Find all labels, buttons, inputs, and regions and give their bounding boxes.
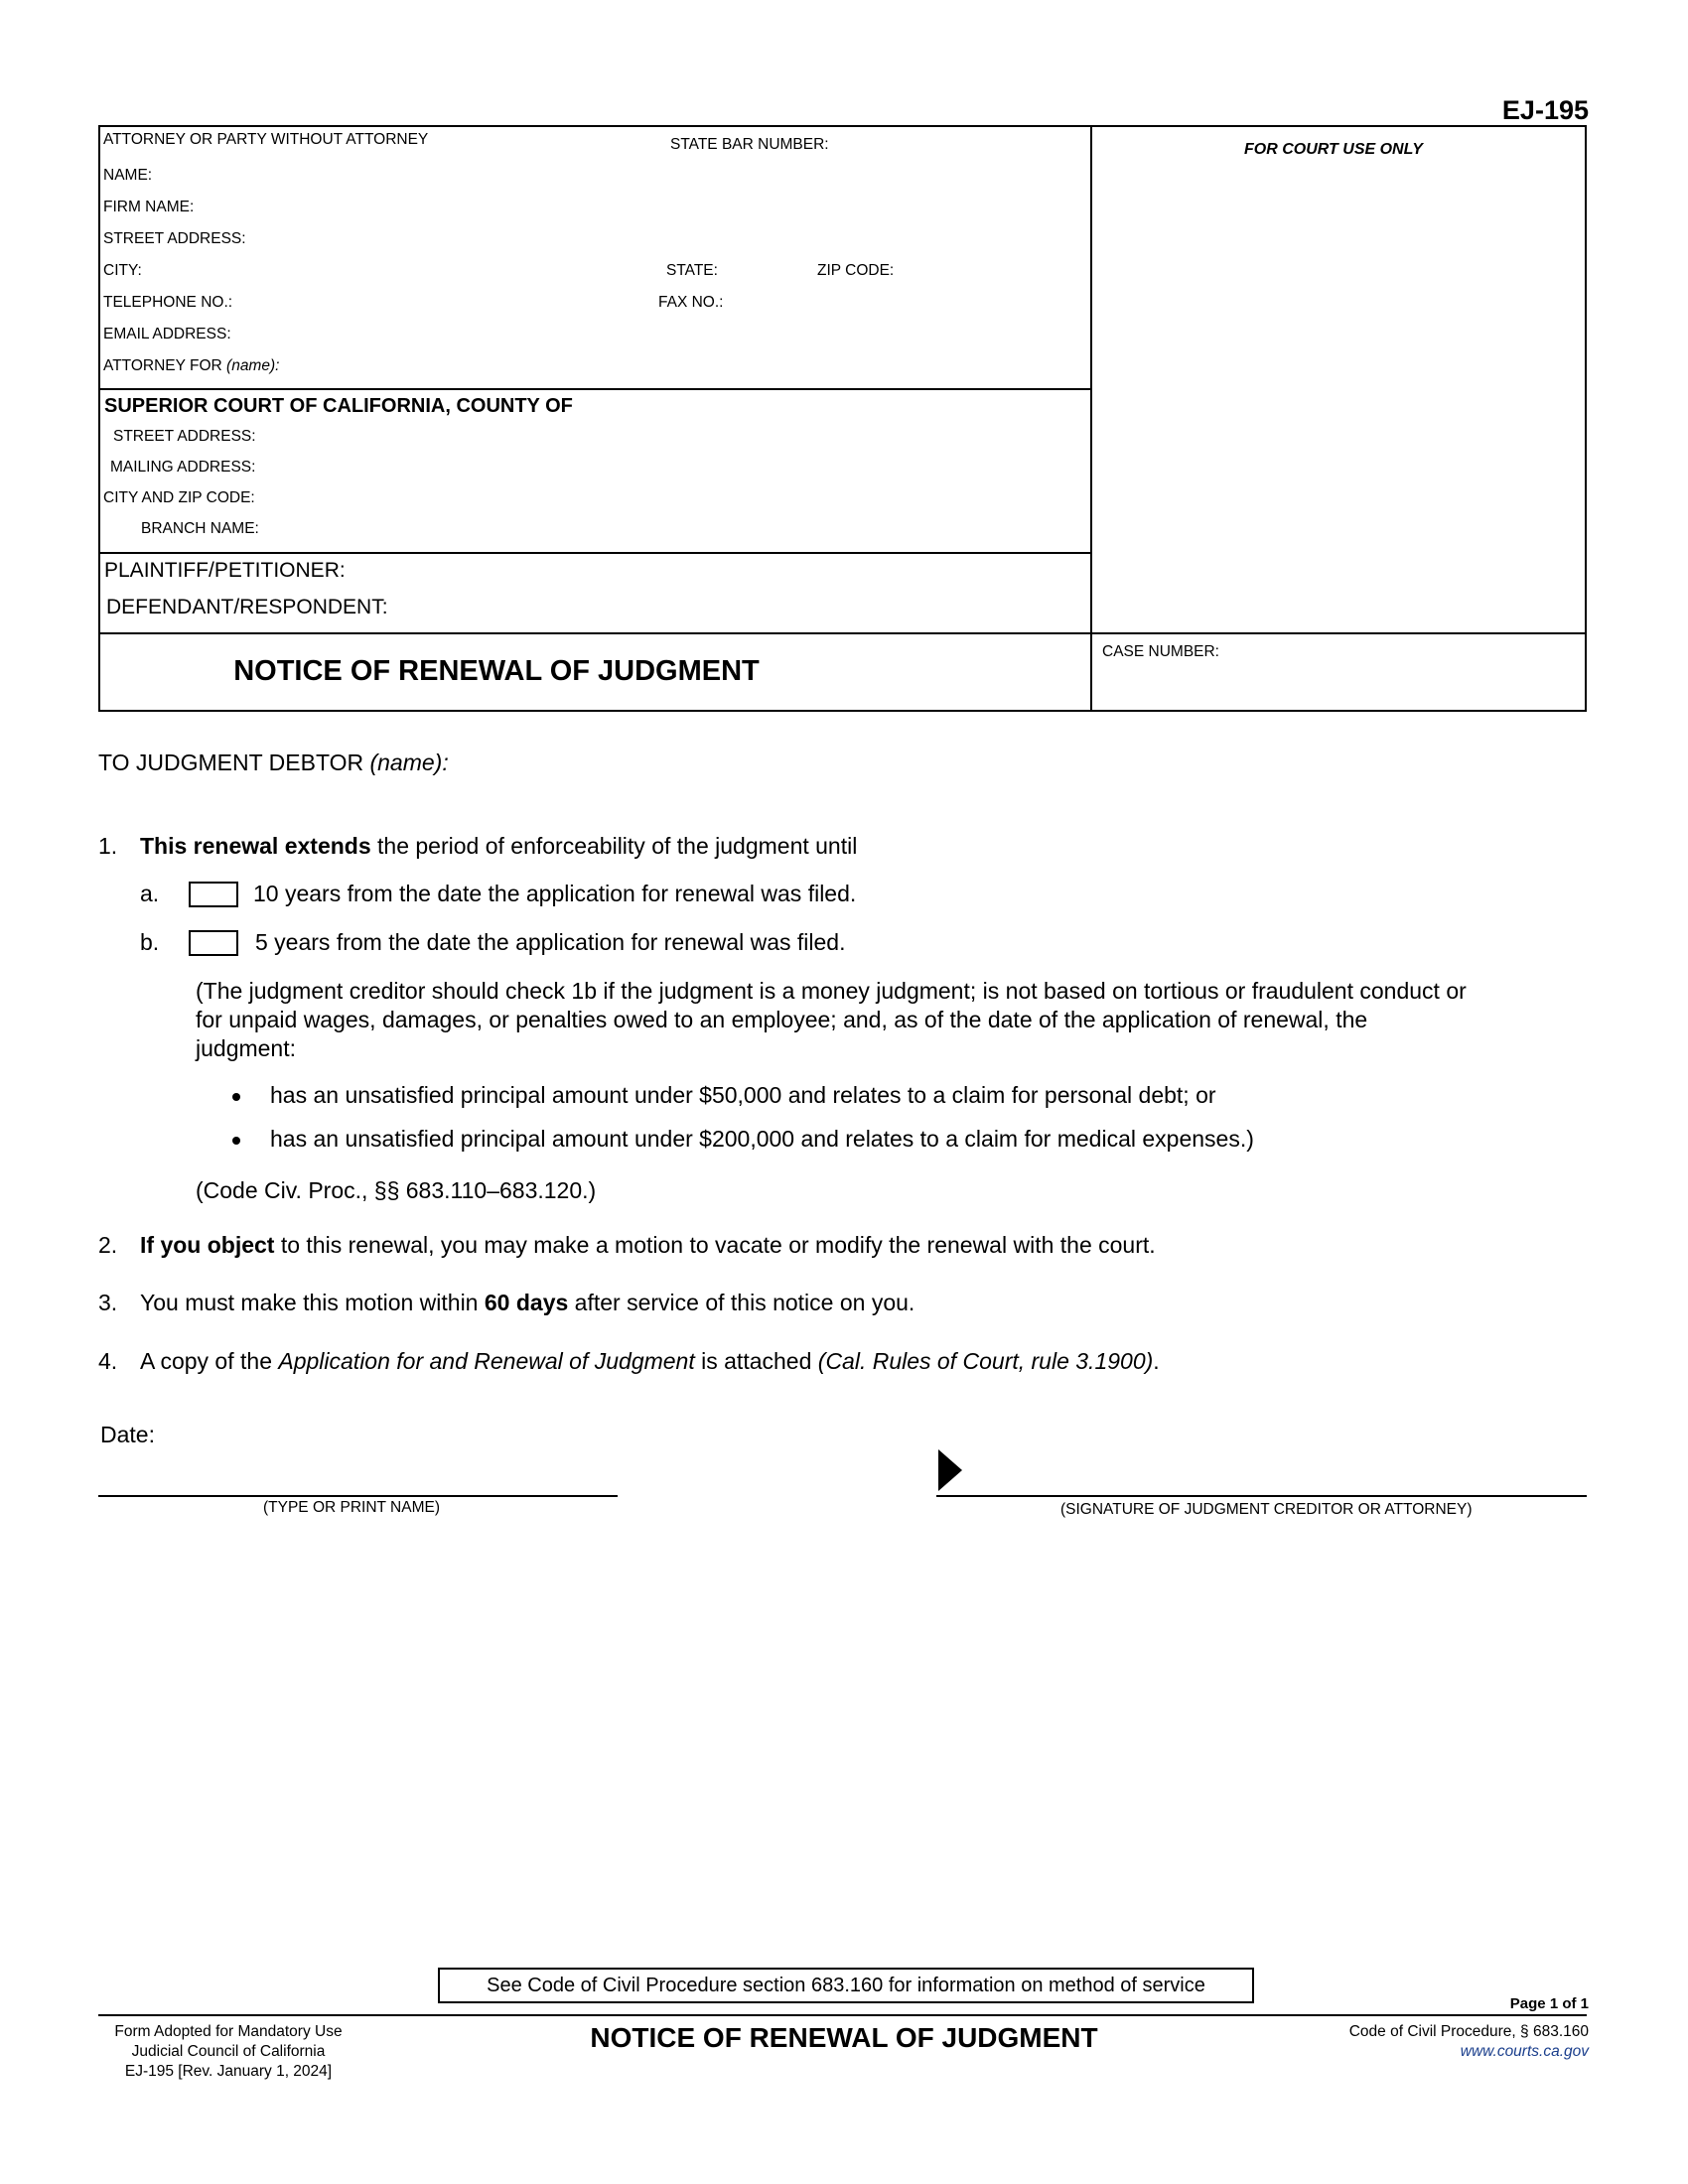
plaintiff-label: PLAINTIFF/PETITIONER: [104,559,346,582]
zip-code-label: ZIP CODE: [817,262,895,279]
item-2-text [140,1231,1156,1260]
website-link[interactable]: www.courts.ca.gov [1460,2043,1589,2060]
court-street-label: STREET ADDRESS: [113,428,256,445]
item-1-bold: This renewal extends [140,833,371,859]
item-1a-letter: a. [140,881,160,906]
item-3-text [140,1289,914,1317]
attorney-for-label [103,357,279,375]
code-block [1349,2022,1589,2062]
attorney-for-text: ATTORNEY FOR [103,357,222,374]
divider-court-parties [100,552,1091,554]
item-3-bold: 60 days [484,1290,569,1315]
item-3-post: after service of this notice on you. [568,1290,915,1315]
signature-caption: (SIGNATURE OF JUDGMENT CREDITOR OR ATTORNEY) [1060,1501,1473,1518]
bullet-2-text: has an unsatisfied principal amount under $200,000 and relates to a claim for medical expenses.) [270,1126,1254,1152]
item-3-number: 3. [98,1290,118,1315]
case-number-label: CASE NUMBER: [1102,643,1219,660]
item-1-rest: the period of enforceability of the judgment until [370,833,858,859]
firm-name-label: FIRM NAME: [103,199,195,215]
bullet-icon [232,1093,240,1101]
item-1a-text: 10 years from the date the application for renewal was filed. [253,881,857,906]
form-number: EJ-195 [1501,95,1589,125]
state-bar-number-label: STATE BAR NUMBER: [670,136,829,153]
court-city-zip-label: CITY AND ZIP CODE: [103,489,255,506]
note-line-1: (The judgment creditor should check 1b if the judgment is a money judgment; is not based on tortious or fraudulent conduct or [196,978,1467,1004]
item-2-bold: If you object [140,1232,275,1258]
name-label: NAME: [103,167,153,184]
email-label: EMAIL ADDRESS: [103,326,231,342]
code-reference: Code of Civil Procedure, § 683.160 [1348,2023,1589,2040]
item-1-text [140,832,857,861]
arrow-right-icon [938,1449,964,1491]
item-2-rest: to this renewal, you may make a motion to vacate or modify the renewal with the court. [274,1232,1156,1258]
caption-box [98,125,1587,712]
divider-title-row [100,632,1585,634]
court-title: SUPERIOR COURT OF CALIFORNIA, COUNTY OF [104,395,573,417]
adopted-block [104,2022,352,2082]
adopted-line-3: EJ-195 [Rev. January 1, 2024] [124,2063,333,2080]
checkbox-10-years[interactable] [189,882,238,907]
city-label: CITY: [103,262,142,279]
fax-label: FAX NO.: [658,294,724,311]
to-debtor-hint: (name): [369,750,449,775]
footer-rule [98,2014,1587,2016]
attorney-heading: ATTORNEY OR PARTY WITHOUT ATTORNEY [103,131,429,148]
court-use-label: FOR COURT USE ONLY [1244,141,1423,158]
item-1-number: 1. [98,833,118,859]
checkbox-5-years[interactable] [189,930,238,956]
to-judgment-debtor [98,749,449,777]
date-label: Date: [100,1422,155,1447]
item-1b-letter: b. [140,929,160,955]
to-debtor-label: TO JUDGMENT DEBTOR [98,750,364,775]
citation: (Code Civ. Proc., §§ 683.110–683.120.) [196,1177,597,1203]
service-note-box [438,1968,1254,2003]
notice-title: NOTICE OF RENEWAL OF JUDGMENT [233,655,760,687]
state-label: STATE: [666,262,718,279]
court-branch-label: BRANCH NAME: [141,520,259,537]
telephone-label: TELEPHONE NO.: [103,294,233,311]
signature-line[interactable] [936,1495,1587,1497]
item-3-pre: You must make this motion within [140,1290,485,1315]
service-note: See Code of Civil Procedure section 683.160 for information on method of service [487,1975,1205,1996]
print-name-caption: (TYPE OR PRINT NAME) [263,1499,440,1516]
note-line-2: for unpaid wages, damages, or penalties owed to an employee; and, as of the date of the application of renewal, the [196,1007,1368,1032]
bullet-1-text: has an unsatisfied principal amount under $50,000 and relates to a claim for personal debt; or [270,1082,1216,1108]
note-line-3: judgment: [196,1035,297,1061]
column-divider [1090,127,1092,710]
defendant-label: DEFENDANT/RESPONDENT: [106,596,388,618]
item-4-end: . [1153,1348,1160,1374]
court-mailing-label: MAILING ADDRESS: [110,459,256,476]
page-number: Page 1 of 1 [1509,1995,1589,2012]
item-4-italic: Application for and Renewal of Judgment [278,1348,695,1374]
item-4-text [140,1347,1160,1376]
bullet-icon [232,1137,240,1145]
item-1b-text: 5 years from the date the application for renewal was filed. [255,929,846,955]
item-4-mid: is attached [694,1348,818,1374]
attorney-for-hint: (name): [226,357,280,374]
item-4-pre: A copy of the [140,1348,279,1374]
item-4-number: 4. [98,1348,118,1374]
item-2-number: 2. [98,1232,118,1258]
adopted-line-2: Judicial Council of California [131,2043,326,2060]
adopted-line-1: Form Adopted for Mandatory Use [114,2023,343,2040]
divider-attorney-court [100,388,1091,390]
footer-title: NOTICE OF RENEWAL OF JUDGMENT [590,2022,1098,2053]
print-name-line[interactable] [98,1495,618,1497]
street-address-label: STREET ADDRESS: [103,230,246,247]
item-4-cite: (Cal. Rules of Court, rule 3.1900) [817,1348,1154,1374]
